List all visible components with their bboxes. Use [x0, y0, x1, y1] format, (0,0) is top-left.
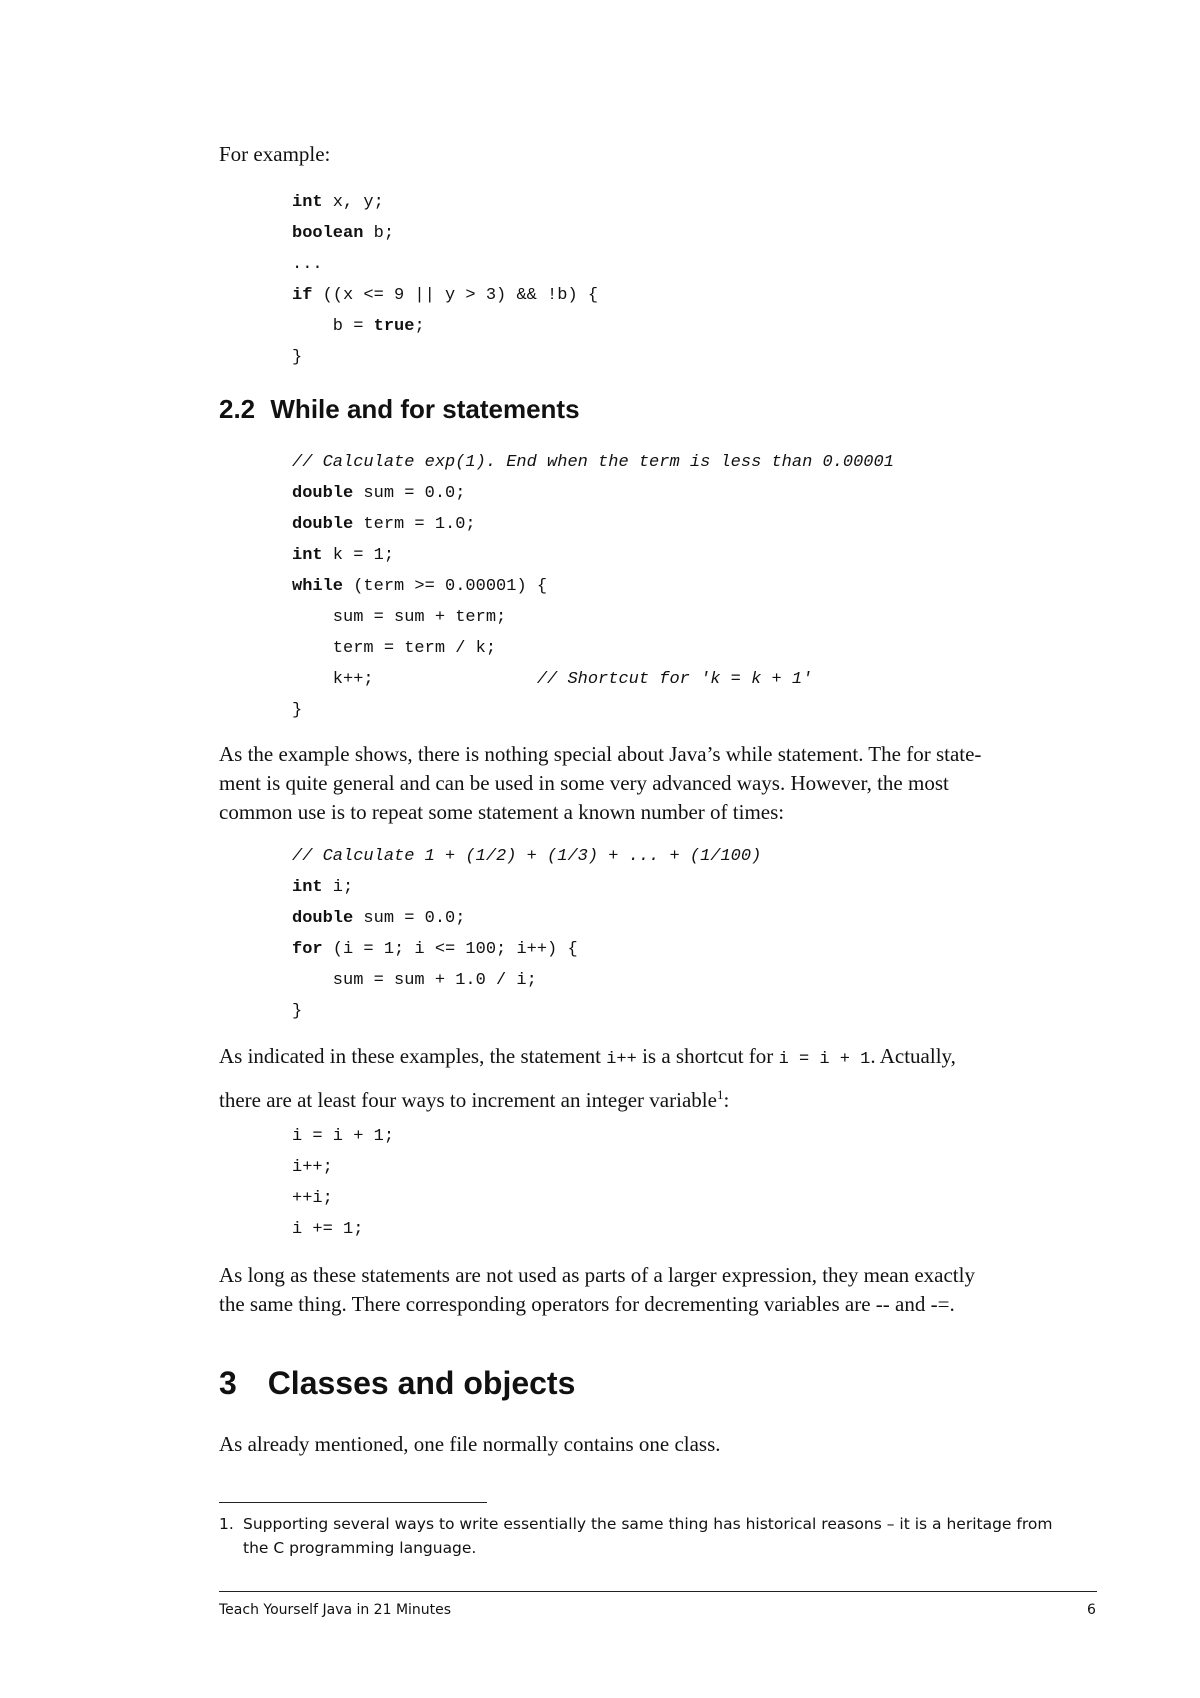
- code-line: [292, 311, 598, 342]
- code-comment: // Calculate 1 + (1/2) + (1/3) + ... + (1/100): [292, 847, 762, 866]
- footnote-line: the C programming language.: [243, 1539, 477, 1557]
- paragraph-line: common use is to repeat some statement a known number of times:: [219, 800, 785, 824]
- paragraph-line: [219, 1042, 1119, 1074]
- section-number: 2.2: [219, 394, 256, 424]
- text-run: As indicated in these examples, the statement: [219, 1044, 607, 1068]
- footnote: [219, 1512, 1119, 1560]
- code-keyword: boolean: [292, 224, 364, 243]
- code-text: b;: [363, 224, 395, 243]
- code-line: [292, 996, 761, 1027]
- code-keyword: true: [373, 317, 415, 336]
- code-keyword: if: [292, 286, 313, 305]
- paragraph-line: [219, 1290, 1119, 1319]
- code-line: [292, 1214, 394, 1245]
- code-text: sum = sum + 1.0 / i;: [292, 971, 537, 990]
- code-text: i += 1;: [292, 1220, 364, 1239]
- footnote-line: [219, 1512, 1119, 1536]
- code-text: k = 1;: [322, 546, 395, 565]
- text-run: is a shortcut for: [636, 1044, 779, 1068]
- code-text: sum = 0.0;: [353, 909, 466, 928]
- code-text: term = 1.0;: [353, 515, 476, 534]
- text-run: .: [949, 1292, 955, 1316]
- text-run: the same thing. There corresponding operators for decrementing variables are: [219, 1292, 876, 1316]
- code-line: [292, 249, 598, 280]
- code-line: [292, 478, 894, 509]
- code-keyword: double: [292, 484, 354, 503]
- code-text: ++i;: [292, 1189, 333, 1208]
- code-text: k++;: [292, 670, 537, 689]
- code-text: ((x <= 9 || y > 3) && !b) {: [312, 286, 599, 305]
- footnote-reference: 1: [716, 1087, 724, 1102]
- code-line: [292, 1183, 394, 1214]
- paragraph-line: [219, 1080, 1119, 1115]
- code-comment: // Shortcut for 'k = k + 1': [536, 670, 813, 689]
- code-text: sum = sum + term;: [292, 608, 507, 627]
- code-text: }: [292, 701, 303, 720]
- footnote-text: Supporting several ways to write essentially the same thing has historical reasons – it is a heritage from: [243, 1515, 1053, 1533]
- section-title: Classes and objects: [267, 1365, 576, 1401]
- operator-text: --: [875, 1292, 890, 1316]
- code-line: [292, 965, 761, 996]
- code-line: [292, 218, 598, 249]
- section-title: While and for statements: [270, 394, 580, 424]
- code-line: [292, 903, 761, 934]
- operator-text: -=: [930, 1292, 950, 1316]
- paragraph-line: As the example shows, there is nothing special about Java’s while statement. The for state-: [219, 742, 982, 766]
- code-keyword: double: [292, 515, 354, 534]
- code-keyword: int: [292, 546, 323, 565]
- code-text: sum = 0.0;: [353, 484, 466, 503]
- code-text: ...: [292, 255, 323, 274]
- text-run: . Actually,: [870, 1044, 956, 1068]
- code-text: term = term / k;: [292, 639, 497, 658]
- paragraph-while-for: [219, 740, 1089, 827]
- code-text: x, y;: [322, 193, 384, 212]
- code-text: i++;: [292, 1158, 333, 1177]
- code-line: [292, 342, 598, 373]
- text-run: there are at least four ways to increment an integer variable: [219, 1088, 717, 1112]
- code-text: }: [292, 348, 303, 367]
- footer-title: Teach Yourself Java in 21 Minutes: [219, 1602, 452, 1618]
- footnote-divider: [219, 1502, 487, 1503]
- code-line: [292, 1121, 394, 1152]
- code-line: [292, 841, 761, 872]
- code-text: }: [292, 1002, 303, 1021]
- section-heading-2-2: [219, 394, 580, 425]
- code-line: [292, 934, 761, 965]
- text-run: :: [723, 1088, 730, 1112]
- page-number: 6: [1087, 1602, 1096, 1618]
- code-line: [292, 602, 894, 633]
- paragraph-line: As long as these statements are not used as parts of a larger expression, they mean exactly: [219, 1263, 975, 1287]
- code-line: [292, 187, 598, 218]
- code-line: [292, 280, 598, 311]
- section-number: 3: [219, 1365, 237, 1401]
- code-comment: // Calculate exp(1). End when the term is less than 0.00001: [292, 453, 894, 472]
- code-text: b =: [292, 317, 374, 336]
- footer-rule: [219, 1591, 1097, 1592]
- code-line: [292, 695, 894, 726]
- code-line: [292, 540, 894, 571]
- inline-code: i++: [606, 1050, 637, 1069]
- code-keyword: double: [292, 909, 354, 928]
- paragraph-classes: As already mentioned, one file normally contains one class.: [219, 1432, 721, 1456]
- paragraph-increment: [219, 1042, 1119, 1115]
- code-text: ;: [414, 317, 425, 336]
- code-line: [292, 447, 894, 478]
- inline-code: i = i + 1: [778, 1050, 871, 1069]
- code-line: [292, 571, 894, 602]
- code-line: [292, 1152, 394, 1183]
- code-text: (term >= 0.00001) {: [343, 577, 548, 596]
- code-keyword: for: [292, 940, 323, 959]
- text-run: and: [889, 1292, 931, 1316]
- paragraph-line: ment is quite general and can be used in some very advanced ways. However, the most: [219, 771, 949, 795]
- code-line: [292, 664, 894, 695]
- footnote-number: 1.: [219, 1515, 234, 1533]
- section-heading-3: [219, 1365, 575, 1402]
- code-keyword: int: [292, 878, 323, 897]
- code-line: [292, 872, 761, 903]
- code-block-increments: [292, 1121, 394, 1245]
- code-line: [292, 509, 894, 540]
- code-block-while: [292, 447, 894, 726]
- paragraph-decrement: [219, 1261, 1119, 1319]
- code-block-condition: [292, 187, 598, 373]
- code-keyword: int: [292, 193, 323, 212]
- code-keyword: while: [292, 577, 344, 596]
- code-line: [292, 633, 894, 664]
- code-text: (i = 1; i <= 100; i++) {: [322, 940, 578, 959]
- code-block-for: [292, 841, 761, 1027]
- code-text: i = i + 1;: [292, 1127, 395, 1146]
- intro-text: For example:: [219, 142, 331, 166]
- code-text: i;: [322, 878, 354, 897]
